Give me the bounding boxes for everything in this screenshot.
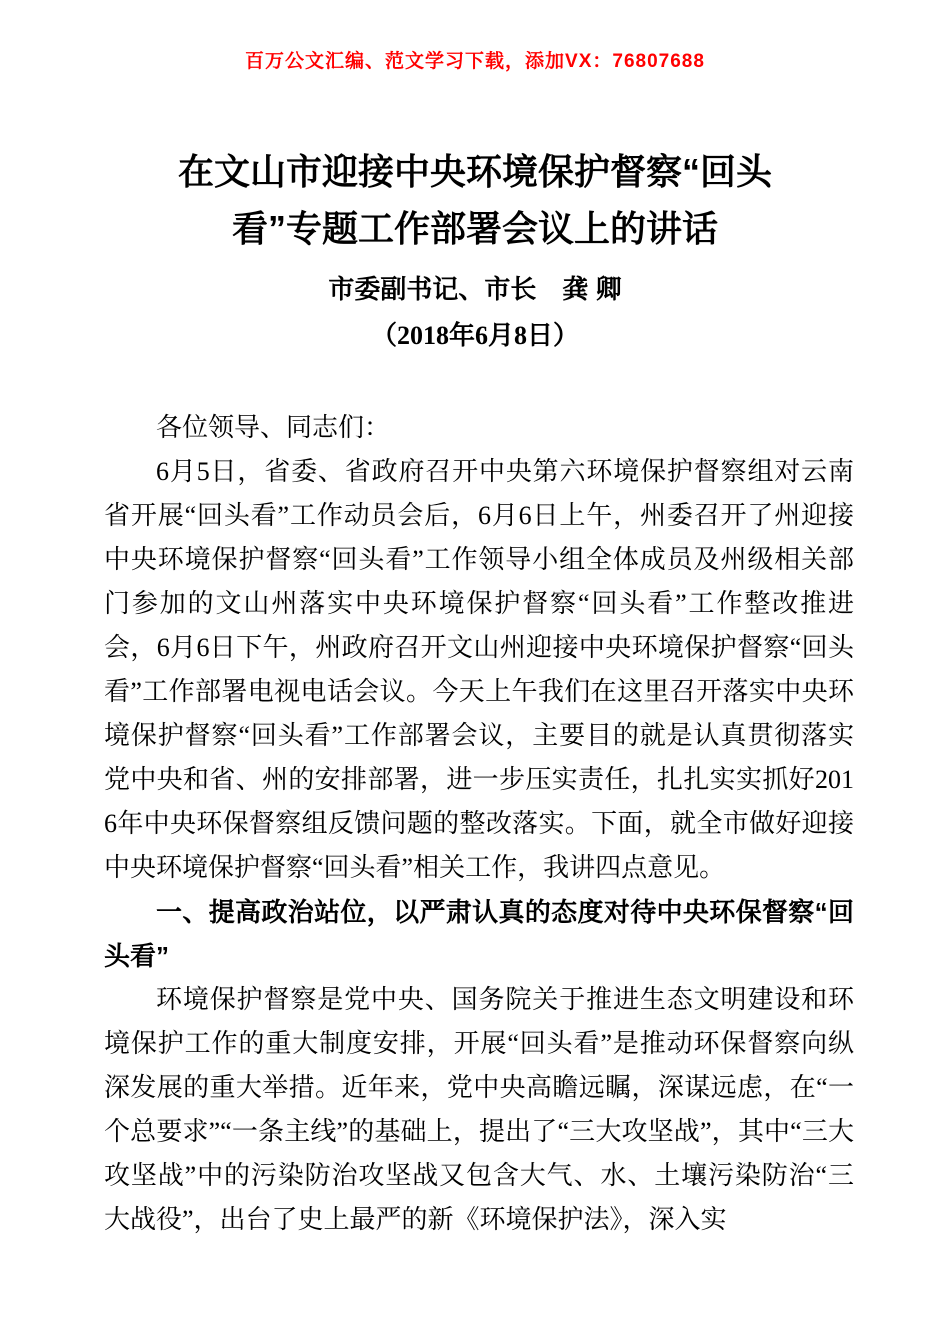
date-line: （2018年6月8日） <box>370 321 579 350</box>
paragraph: 各位领导、同志们： <box>156 413 391 442</box>
document-title-line-2: 看”专题工作部署会议上的讲话 <box>231 208 718 249</box>
author-line: 市委副书记、市长 龚 卿 <box>328 274 622 304</box>
promo-header: 百万公文汇编、范文学习下载，添加VX：76807688 <box>245 51 705 72</box>
document-title <box>0 143 950 257</box>
section-heading: 一、提高政治站位，以严肃认真的态度对待中央环保督察“回头看” <box>104 897 854 971</box>
document-body <box>104 406 854 1242</box>
document-title-line-1: 在文山市迎接中央环境保护督察“回头 <box>177 151 772 192</box>
paragraph: 6月5日，省委、省政府召开中央第六环境保护督察组对云南省开展“回头看”工作动员会后，6月6日上午，州委召开了州迎接中央环境保护督察“回头看”工作领导小组全体成员及州级相关部门参加的文山州落实中央环境保护督察“回头看”工作整改推进会，6月6日下午，州政府召开文山州迎接中央环境保护督察“回头看”工作部署电视电话会议。今天上午我们在这里召开落实中央环境保护督察“回头看”工作部署会议，主要目的就是认真贯彻落实党中央和省、州的安排部署，进一步压实责任，扎扎实实抓好2016年中央环保督察组反馈问题的整改落实。下面，就全市做好迎接中央环境保护督察“回头看”相关工作，我讲四点意见。 <box>104 457 854 882</box>
paragraph: 环境保护督察是党中央、国务院关于推进生态文明建设和环境保护工作的重大制度安排，开展“回头看”是推动环保督察向纵深发展的重大举措。近年来，党中央高瞻远瞩，深谋远虑，在“一个总要求”“一条主线”的基础上，提出了“三大攻坚战”，其中“三大攻坚战”中的污染防治攻坚战又包含大气、水、土壤污染防治“三大战役”，出台了史上最严的新《环境保护法》，深入实 <box>104 985 854 1234</box>
